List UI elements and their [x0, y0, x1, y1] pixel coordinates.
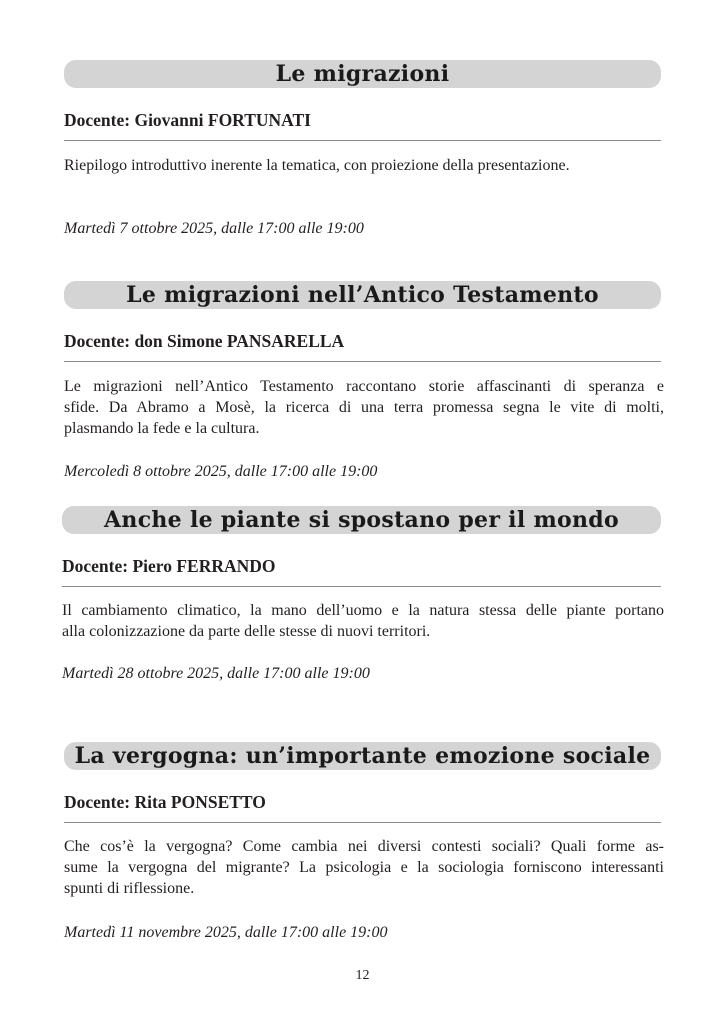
description-line: Le migrazioni nell’Antico Testamento raccontano storie affascinanti di speranza e [64, 378, 664, 395]
teacher-name: Docente: Giovanni FORTUNATI [64, 110, 311, 130]
divider [64, 361, 661, 362]
description-line: Che cos’è la vergogna? Come cambia nei diversi contesti sociali? Quali forme as- [64, 838, 664, 855]
section-title: La vergogna: un’importante emozione sociale [64, 742, 661, 770]
description-line: spunti di riflessione. [64, 880, 195, 897]
divider [64, 140, 661, 141]
description-line: sume la vergogna del migrante? La psicologia e la sociologia forniscono interessanti [64, 859, 664, 876]
page-number: 12 [355, 968, 370, 983]
event-date: Mercoledì 8 ottobre 2025, dalle 17:00 alle 19:00 [64, 463, 378, 480]
section-title: Le migrazioni [64, 60, 661, 88]
section-title: Le migrazioni nell’Antico Testamento [64, 281, 661, 309]
description-line: alla colonizzazione da parte delle stesse di nuovi territori. [62, 623, 431, 640]
event-date: Martedì 7 ottobre 2025, dalle 17:00 alle 19:00 [64, 220, 364, 237]
description-line: Riepilogo introduttivo inerente la tematica, con proiezione della presentazione. [64, 157, 570, 174]
teacher-name: Docente: don Simone PANSARELLA [64, 331, 345, 351]
divider [62, 586, 661, 587]
description-line: sfide. Da Abramo a Mosè, la ricerca di una terra promessa segna le vite di molti, [64, 399, 664, 416]
teacher-name: Docente: Piero FERRANDO [62, 556, 276, 576]
teacher-name: Docente: Rita PONSETTO [64, 792, 266, 812]
description-line: Il cambiamento climatico, la mano dell’uomo e la natura stessa delle piante portano [62, 602, 664, 619]
divider [64, 822, 661, 823]
event-date: Martedì 28 ottobre 2025, dalle 17:00 alle 19:00 [62, 665, 370, 682]
event-date: Martedì 11 novembre 2025, dalle 17:00 alle 19:00 [64, 924, 388, 941]
description-line: plasmando la fede e la cultura. [64, 420, 260, 437]
section-title: Anche le piante si spostano per il mondo [62, 506, 661, 534]
